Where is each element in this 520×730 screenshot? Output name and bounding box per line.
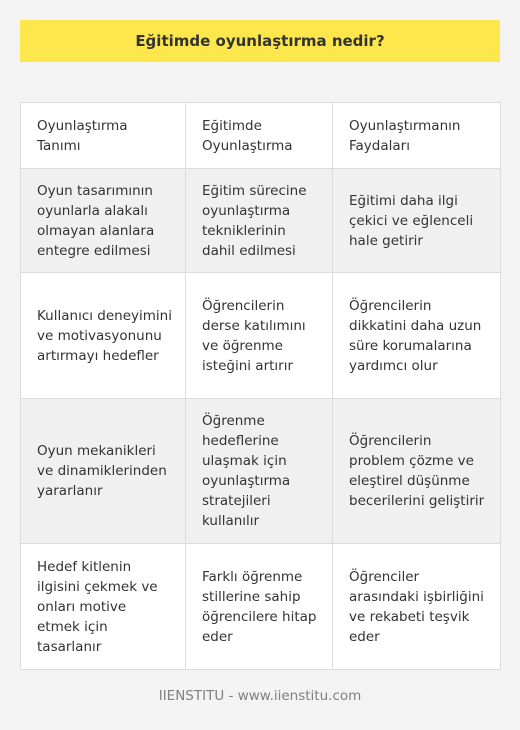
table-cell: Öğrenciler arasındaki işbirliğini ve rekabeti teşvik eder	[333, 544, 501, 670]
table-cell: Oyun mekanikleri ve dinamiklerinden yararlanır	[21, 399, 186, 544]
table-cell: Eğitimi daha ilgi çekici ve eğlenceli hale getirir	[333, 169, 501, 273]
table-cell: Öğrencilerin dikkatini daha uzun süre korumalarına yardımcı olur	[333, 273, 501, 399]
table-cell: Oyun tasarımının oyunlarla alakalı olmayan alanlara entegre edilmesi	[21, 169, 186, 273]
table-header-cell: Oyunlaştırma Tanımı	[21, 103, 186, 169]
footer-credit: IIENSTITU - www.iienstitu.com	[158, 688, 362, 704]
table-cell: Öğrenme hedeflerine ulaşmak için oyunlaştırma stratejileri kullanılır	[186, 399, 333, 544]
table-cell: Kullanıcı deneyimini ve motivasyonunu artırmayı hedefler	[21, 273, 186, 399]
table-header-cell: Eğitimde Oyunlaştırma	[186, 103, 333, 169]
comparison-table-container	[20, 102, 500, 670]
table-cell: Eğitim sürecine oyunlaştırma tekniklerinin dahil edilmesi	[186, 169, 333, 273]
table-header-row	[21, 103, 501, 169]
table-row	[21, 544, 501, 670]
table-header-cell: Oyunlaştırmanın Faydaları	[333, 103, 501, 169]
table-row	[21, 399, 501, 544]
table-cell: Farklı öğrenme stillerine sahip öğrencilere hitap eder	[186, 544, 333, 670]
table-row	[21, 273, 501, 399]
table-cell: Öğrencilerin problem çözme ve eleştirel düşünme becerilerini geliştirir	[333, 399, 501, 544]
table-cell: Öğrencilerin derse katılımını ve öğrenme isteğini artırır	[186, 273, 333, 399]
table-cell: Hedef kitlenin ilgisini çekmek ve onları motive etmek için tasarlanır	[21, 544, 186, 670]
comparison-table	[20, 102, 501, 670]
table-row	[21, 169, 501, 273]
page-title: Eğitimde oyunlaştırma nedir?	[135, 32, 385, 50]
title-banner	[20, 20, 500, 62]
